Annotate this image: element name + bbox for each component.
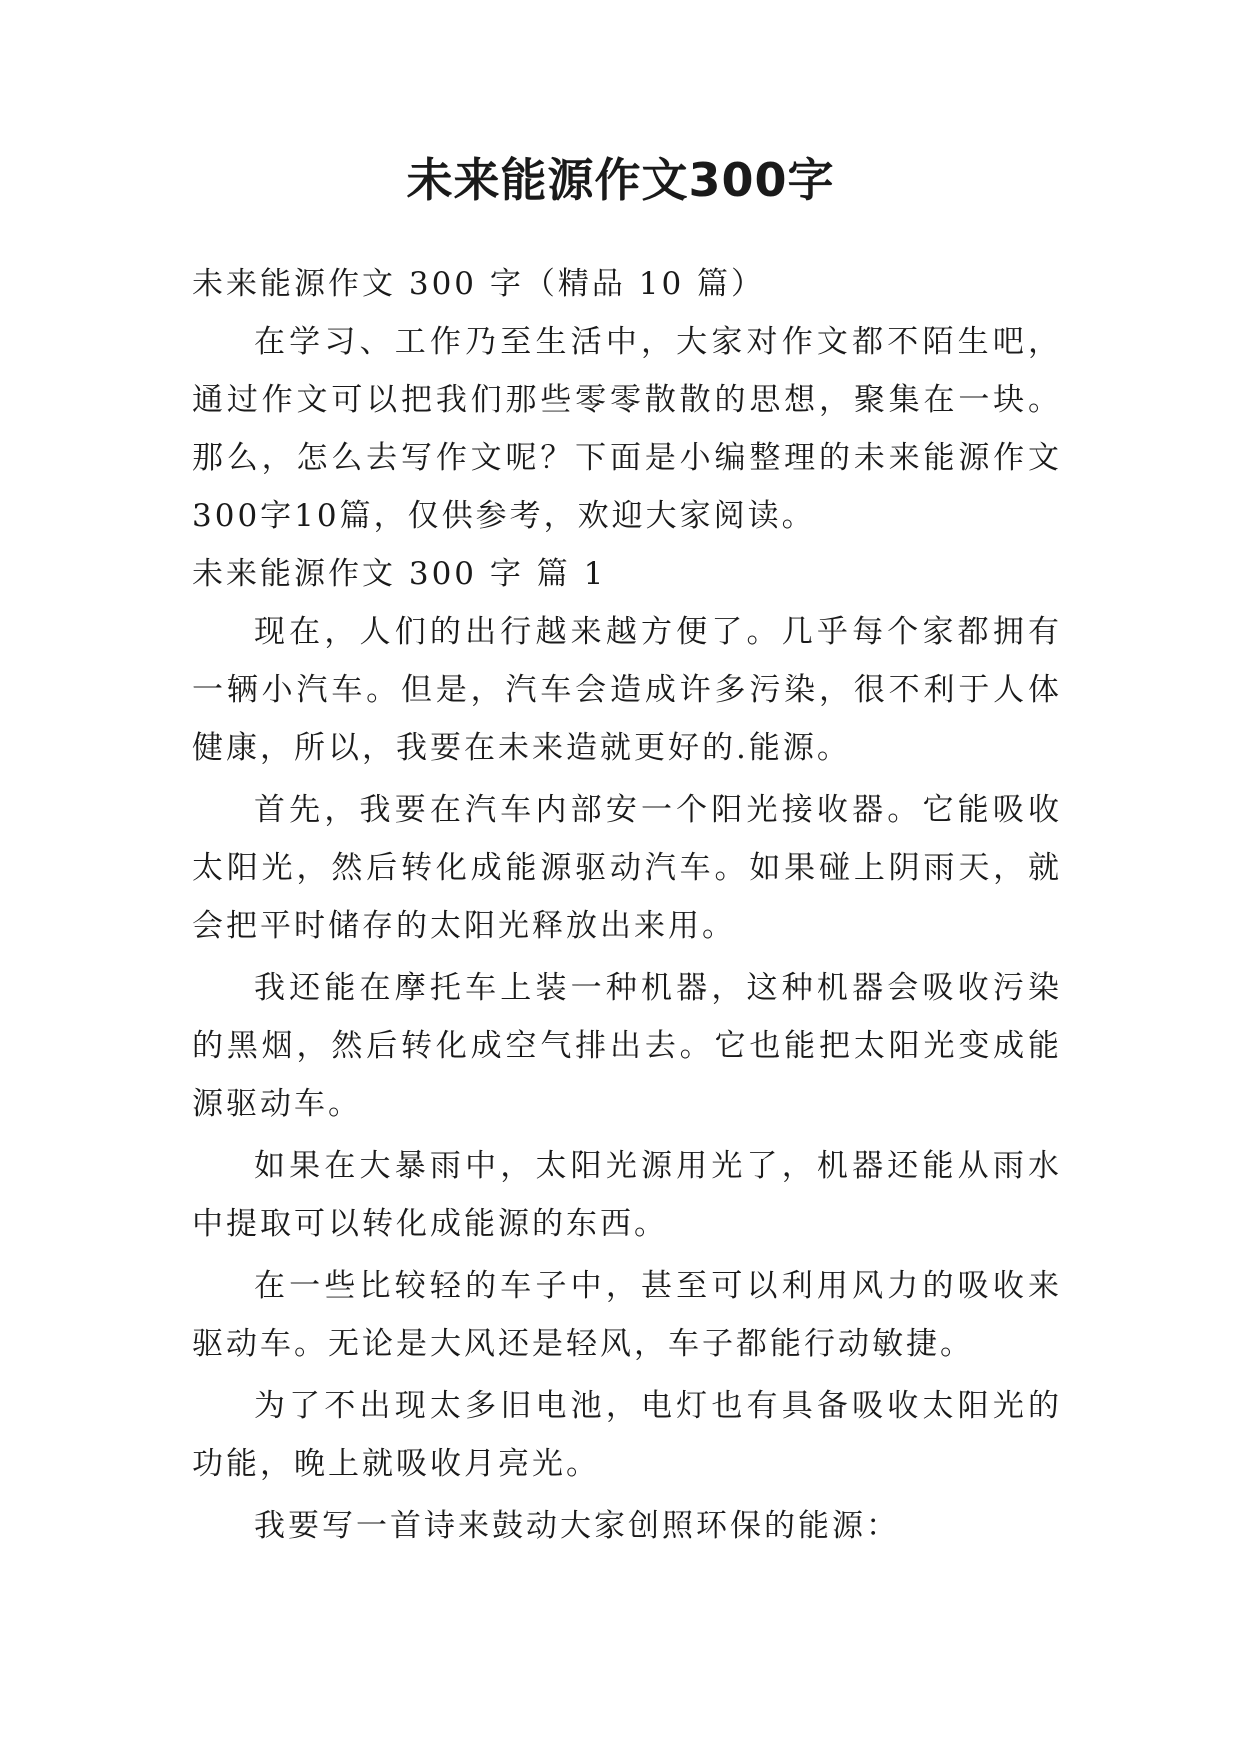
body-paragraph-5: 在一些比较轻的车子中，甚至可以利用风力的吸收来驱动车。无论是大风还是轻风，车子都能行动敏捷。	[192, 1268, 1062, 1362]
body-paragraph-4: 如果在大暴雨中，太阳光源用光了，机器还能从雨水中提取可以转化成能源的东西。	[192, 1148, 1062, 1242]
document-title: 未来能源作文300字	[406, 153, 835, 207]
document-subtitle: 未来能源作文 300 字（精品 10 篇）	[192, 266, 766, 302]
intro-paragraph: 在学习、工作乃至生活中，大家对作文都不陌生吧，通过作文可以把我们那些零零散散的思想，聚集在一块。那么，怎么去写作文呢？下面是小编整理的未来能源作文300字10篇，仅供参考，欢迎大家阅读。	[192, 324, 1062, 534]
document-body	[192, 255, 1062, 1555]
body-paragraph-7: 我要写一首诗来鼓动大家创照环保的能源：	[254, 1508, 900, 1544]
body-paragraph-6: 为了不出现太多旧电池，电灯也有具备吸收太阳光的功能，晚上就吸收月亮光。	[192, 1388, 1062, 1482]
body-paragraph-3: 我还能在摩托车上装一种机器，这种机器会吸收污染的黑烟，然后转化成空气排出去。它也能把太阳光变成能源驱动车。	[192, 970, 1062, 1122]
body-paragraph-2: 首先，我要在汽车内部安一个阳光接收器。它能吸收太阳光，然后转化成能源驱动汽车。如果碰上阴雨天，就会把平时储存的太阳光释放出来用。	[192, 792, 1062, 944]
section-heading: 未来能源作文 300 字 篇 1	[192, 556, 607, 592]
body-paragraph-1: 现在，人们的出行越来越方便了。几乎每个家都拥有一辆小汽车。但是，汽车会造成许多污染，很不利于人体健康，所以，我要在未来造就更好的.能源。	[192, 614, 1062, 766]
